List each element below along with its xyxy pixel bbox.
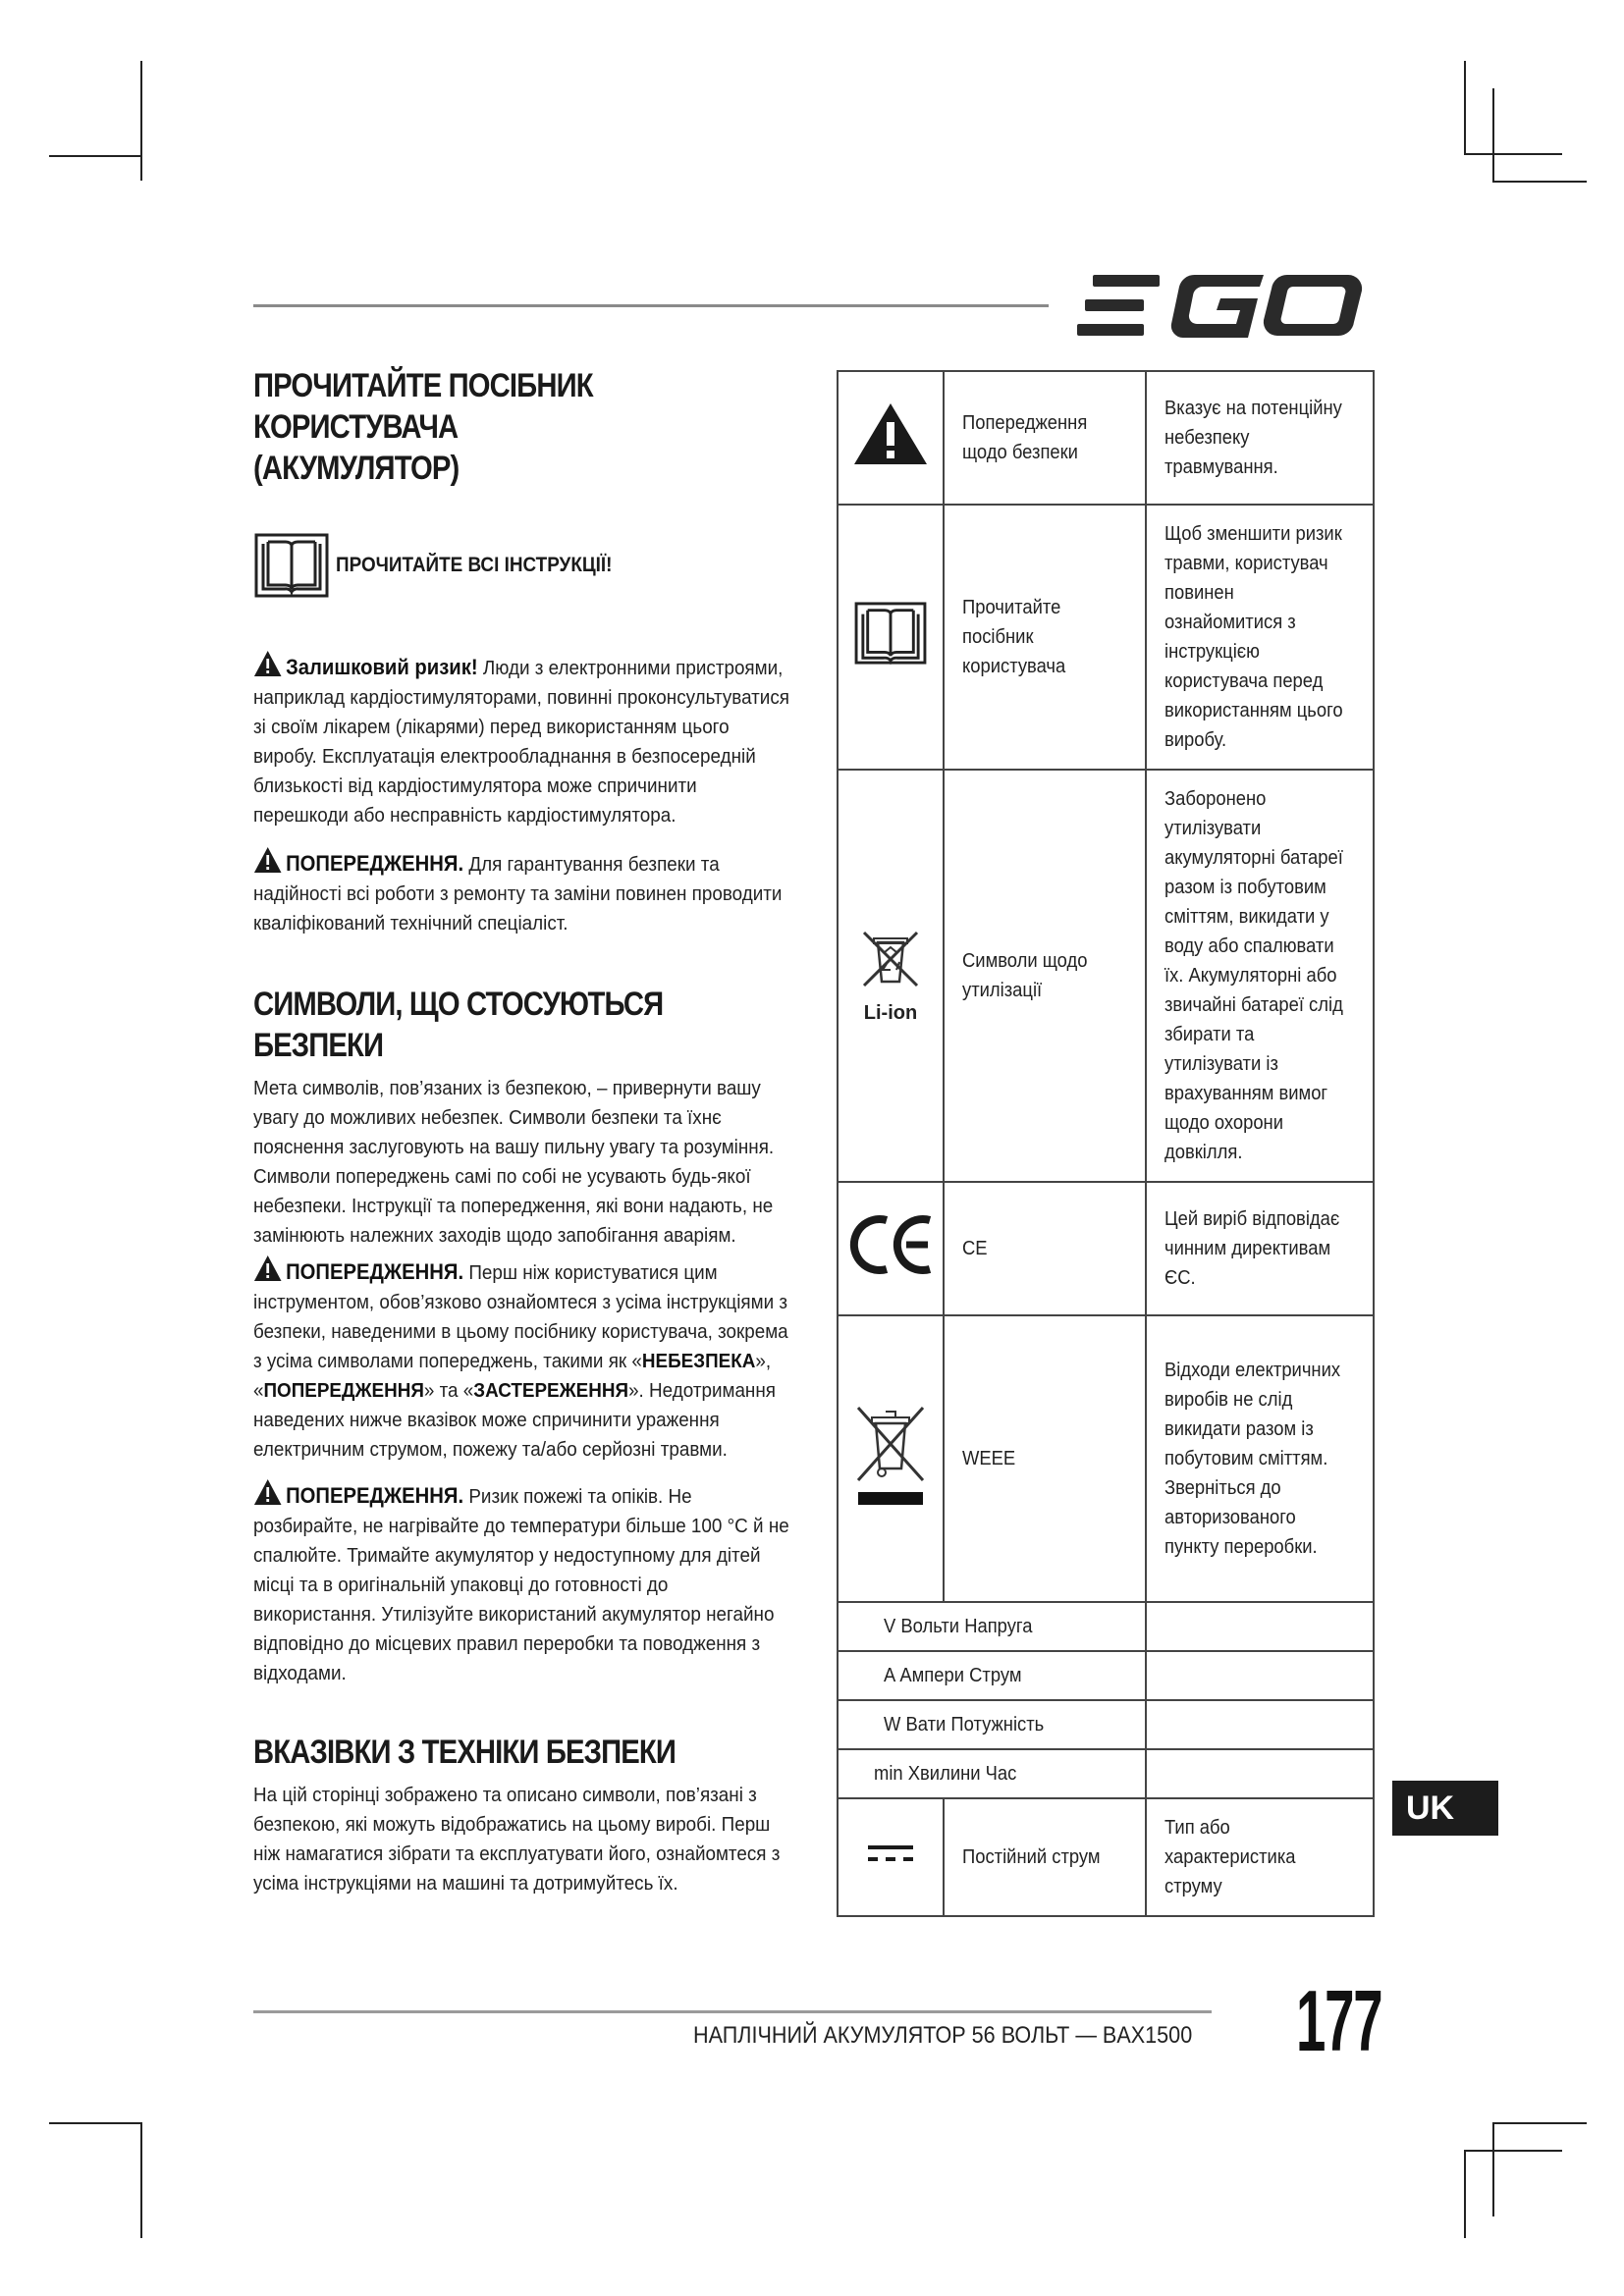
table-row-units: A Ампери Струм <box>838 1651 1374 1700</box>
crop-mark <box>1464 2150 1562 2152</box>
manual-book-icon <box>853 601 928 666</box>
crop-mark <box>1464 153 1562 155</box>
crop-mark <box>1492 2122 1587 2124</box>
section-title-safety-guidelines: ВКАЗІВКИ З ТЕХНІКИ БЕЗПЕКИ <box>253 1734 677 1771</box>
manual-book-icon <box>253 532 330 599</box>
warning-triangle-icon <box>852 400 929 467</box>
table-row: Попередження щодо безпеки Вказує на потенційну небезпеку травмування. <box>838 371 1374 505</box>
table-row-units: V Вольти Напруга <box>838 1602 1374 1651</box>
crop-mark <box>1464 61 1466 155</box>
left-column <box>253 365 795 1898</box>
warning-triangle-icon <box>253 650 282 677</box>
footer-rule <box>253 2010 1212 2013</box>
direct-current-icon <box>866 1842 915 1864</box>
page-number: 177 <box>1296 1972 1382 2069</box>
table-row: Постійний струм Тип або характеристика струму <box>838 1798 1374 1916</box>
warning-triangle-icon <box>253 846 282 874</box>
section-title-safety-symbols: СИМВОЛИ, ЩО СТОСУЮТЬСЯ БЕЗПЕКИ <box>253 986 664 1064</box>
li-ion-recycle-icon <box>856 929 925 989</box>
safety-symbols-intro: Мета символів, пов’язаних із безпекою, – привернути вашу увагу до можливих небезпек. Символи безпеки та їхнє пояснення заслуговують на вашу пильну увагу та розуміння. Символи попереджень самі по собі не усувають будь-якої небезпеки. Інструкції та попередження, які вони надають, не замінюють належних заходів щодо запобігання аваріям. <box>253 1077 775 1247</box>
crop-mark <box>140 2122 142 2238</box>
footer-product-title: НАПЛІЧНИЙ АКУМУЛЯТОР 56 ВОЛЬТ — BAX1500 <box>693 2022 1193 2049</box>
residual-risk-lead: Залишковий ризик! <box>286 655 478 679</box>
ce-mark-icon <box>845 1214 936 1275</box>
crop-mark <box>1464 2150 1466 2238</box>
table-row: WEEE Відходи електричних виробів не слід викидати разом із побутовим сміттям. Зверніться до авторизованого пункту переробки. <box>838 1315 1374 1602</box>
warning-triangle-icon <box>253 1478 282 1506</box>
warning-fire-paragraph: ПОПЕРЕДЖЕННЯ. Ризик пожежі та опіків. Не розбирайте, не нагрівайте до температури більше 100 °C й не спалюйте. Тримайте акумулятор у недоступному для дітей місці та в оригінальній упаковці до готовності до використання. Утилізуйте використаний акумулятор негайно відповідно до місцевих правил переробки та поводження з відходами. <box>253 1478 795 1688</box>
warning-repair-paragraph: ПОПЕРЕДЖЕННЯ. Для гарантування безпеки та надійності всі роботи з ремонту та заміни повинен проводити кваліфікований технічний спеціаліст. <box>253 846 795 938</box>
crop-mark <box>49 155 142 157</box>
warning-read-instructions-paragraph: ПОПЕРЕДЖЕННЯ. Перш ніж користуватися цим інструментом, обов’язково ознайомтеся з усіма інструкціями з безпеки, наведеними в цьому посібнику користувача, зокрема з усіма символами попереджень, такими як «НЕБЕЗПЕКА», «ПОПЕРЕДЖЕННЯ» та «ЗАСТЕРЕЖЕННЯ». Недотримання наведених нижче вказівок може спричинити ураження електричним струмом, пожежу та/або серйозні травми. <box>253 1255 795 1465</box>
language-tab: UK <box>1392 1781 1498 1836</box>
crop-mark <box>1492 2122 1494 2216</box>
crop-mark <box>140 61 142 181</box>
weee-bin-icon <box>852 1402 929 1508</box>
crop-mark <box>49 2122 142 2124</box>
warning-lead: ПОПЕРЕДЖЕННЯ. <box>286 851 464 876</box>
table-row: Прочитайте посібник користувача Щоб зменшити ризик травми, користувач повинен ознайомитися з інструкцією користувача перед використанням цього виробу. <box>838 505 1374 770</box>
safety-guidelines-paragraph: На цій сторінці зображено та описано символи, пов’язані з безпекою, які можуть відображатись на цьому виробі. Перш ніж намагатися зібрати та експлуатувати його, ознайомтеся з усіма інструкціями на машині та дотримуйтесь їх. <box>253 1784 781 1895</box>
svg-text:EGO: EGO <box>1222 312 1225 313</box>
li-ion-label: Li-ion <box>863 1001 918 1024</box>
section-title-read-manual: ПРОЧИТАЙТЕ ПОСІБНИК КОРИСТУВАЧА (АКУМУЛЯТОР) <box>253 367 593 487</box>
read-all-label: ПРОЧИТАЙТЕ ВСІ ІНСТРУКЦІЇ! <box>336 554 613 576</box>
read-all-instructions <box>253 532 795 599</box>
warning-triangle-icon <box>253 1255 282 1282</box>
table-row-units: min Хвилини Час <box>838 1749 1374 1798</box>
residual-risk-paragraph: Залишковий ризик! Люди з електронними пристроями, наприклад кардіостимуляторами, повинні проконсультуватися зі своїм лікарем (лікарями) перед використанням цього виробу. Експлуатація електрообладнання в безпосередній близькості від кардіостимулятора може спричинити перешкоди або несправність кардіостимулятора. <box>253 650 795 830</box>
crop-mark <box>1492 181 1587 183</box>
ego-logo <box>1075 273 1370 338</box>
symbols-table <box>837 370 1375 1917</box>
table-row: Li-ion Символи щодо утилізації Заборонено утилізувати акумуляторні батареї разом із побутовим сміттям, викидати у воду або спалювати їх. Акумуляторні або звичайні батареї слід збирати та утилізувати із врахуванням вимог щодо охорони довкілля. <box>838 770 1374 1182</box>
crop-mark <box>1492 88 1494 183</box>
table-row-units: W Вати Потужність <box>838 1700 1374 1749</box>
table-row: CE Цей виріб відповідає чинним директивам ЄС. <box>838 1182 1374 1315</box>
header-rule <box>253 304 1049 307</box>
